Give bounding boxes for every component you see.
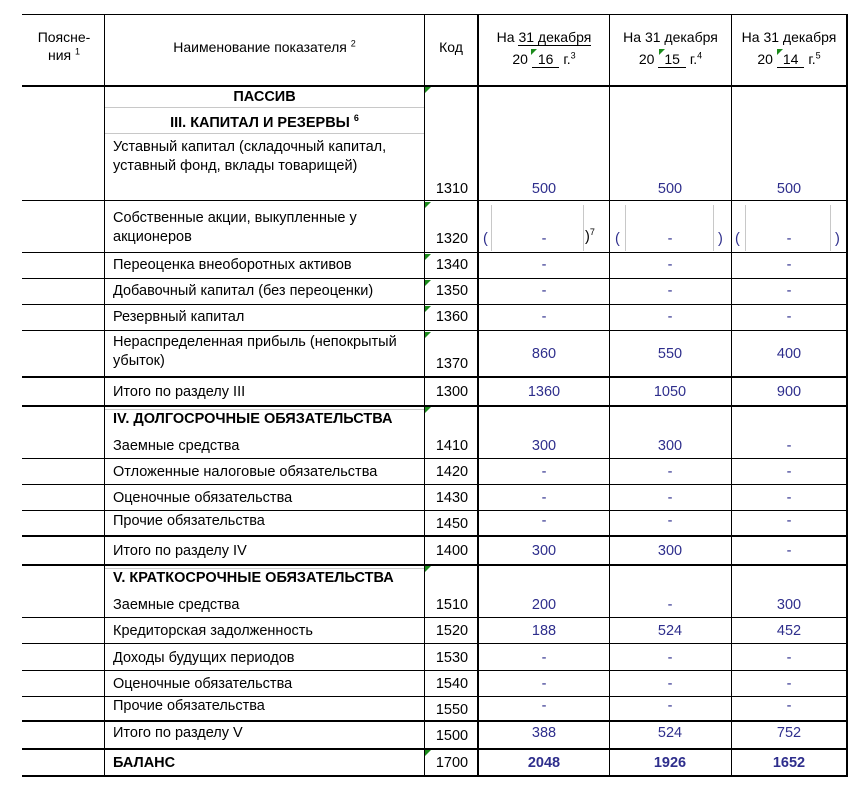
row-code: 1350 [435, 283, 469, 299]
row-value-2014: - [786, 513, 792, 529]
header-period-2016: На 31 декабря 20 16 г.$^3$ [496, 29, 592, 67]
grid-h [22, 484, 848, 485]
row-value-2016: 2048 [527, 755, 561, 771]
row-value-2014: 400 [776, 346, 802, 362]
row-value-2015: 300 [657, 438, 683, 454]
grid-h [22, 670, 848, 671]
row-value-2014: - [786, 231, 792, 247]
grid-h [22, 643, 848, 644]
cell-marker [425, 332, 431, 338]
row-value-2014: - [786, 543, 792, 559]
row-value-2015: - [667, 698, 673, 714]
row-name: Оценочные обязательства [113, 490, 293, 506]
paren-close: ) [835, 231, 840, 247]
row-value-2014: 300 [776, 597, 802, 613]
header-name: Наименование показателя $^2$ [173, 38, 356, 55]
grid-light-1 [105, 107, 424, 108]
row-value-2016: - [541, 257, 547, 273]
row-code: 1550 [435, 702, 469, 718]
row-name: Добавочный капитал (без переоценки) [113, 283, 374, 299]
row-value-2015: 524 [657, 623, 683, 639]
grid-h [22, 510, 848, 511]
row-code: 1300 [435, 384, 469, 400]
row-value-2015: 524 [657, 725, 683, 741]
grid-h [22, 200, 848, 201]
row-code: 1310 [435, 181, 469, 197]
row-value-2014: - [786, 309, 792, 325]
row-value-2014: - [786, 257, 792, 273]
row-name: Собственные акции, выкупленные у акционеров [113, 210, 357, 245]
row-code: 1500 [435, 728, 469, 744]
row-value-2015: 1050 [653, 384, 687, 400]
grid-header-bottom [22, 85, 848, 87]
row-value-2015: 550 [657, 346, 683, 362]
row-name: Отложенные налоговые обязательства [113, 464, 378, 480]
row-value-2016: - [541, 513, 547, 529]
row-value-2015: 300 [657, 543, 683, 559]
cell-marker [425, 566, 431, 572]
row-code: 1360 [435, 309, 469, 325]
row-value-2015: - [667, 513, 673, 529]
row-value-2014: 900 [776, 384, 802, 400]
grid-h [22, 330, 848, 331]
paren-close: )$^7$ [585, 227, 595, 245]
row-value-2016: - [541, 309, 547, 325]
row-value-2014: - [786, 283, 792, 299]
row-name: Уставный капитал (складочный капитал, уставный фонд, вклады товарищей) [113, 139, 387, 174]
row-name: Итого по разделу V [113, 725, 243, 741]
row-name: Резервный капитал [113, 309, 245, 325]
grid-h [22, 617, 848, 618]
row-name: Оценочные обязательства [113, 676, 293, 692]
row-value-2016: 388 [531, 725, 557, 741]
row-name: Заемные средства [113, 597, 240, 613]
row-code: 1540 [435, 676, 469, 692]
row-name: БАЛАНС [113, 755, 176, 771]
section-passiv-title: ПАССИВ [233, 89, 296, 105]
row-value-2016: 188 [531, 623, 557, 639]
row-value-2014: - [786, 438, 792, 454]
row-name: Прочие обязательства [113, 698, 265, 714]
row-value-2015: - [667, 283, 673, 299]
grid-h-total [22, 564, 848, 566]
row-code: 1510 [435, 597, 469, 613]
row-value-2014: 1652 [772, 755, 806, 771]
row-value-2015: - [667, 490, 673, 506]
grid-sub [583, 205, 584, 251]
row-value-2016: 300 [531, 438, 557, 454]
header-code: Код [439, 39, 463, 55]
row-value-2016: 300 [531, 543, 557, 559]
row-value-2014: - [786, 464, 792, 480]
grid-sub [830, 205, 831, 251]
paren-open: ( [483, 231, 488, 247]
row-value-2014: - [786, 650, 792, 666]
row-value-2015: - [667, 650, 673, 666]
row-name: Кредиторская задолженность [113, 623, 313, 639]
header-period-2015: На 31 декабря 20 15 г.$^4$ [623, 29, 718, 67]
cell-marker [425, 202, 431, 208]
row-value-2015: - [667, 464, 673, 480]
grid-h [22, 252, 848, 253]
row-name: Итого по разделу III [113, 384, 246, 400]
grid-top [22, 14, 848, 15]
grid-h [22, 458, 848, 459]
row-value-2014: - [786, 698, 792, 714]
row-value-2015: - [667, 231, 673, 247]
header-period-2014: На 31 декабря 20 14 г.$^5$ [741, 29, 837, 67]
row-code: 1420 [435, 464, 469, 480]
header-notes: Поясне- ния $^1$ [37, 29, 91, 63]
grid-bottom [22, 775, 848, 777]
row-value-2014: - [786, 676, 792, 692]
section-3-title: III. КАПИТАЛ И РЕЗЕРВЫ $^6$ [170, 113, 359, 131]
row-value-2016: 860 [531, 346, 557, 362]
cell-marker [425, 407, 431, 413]
row-value-2016: - [541, 698, 547, 714]
row-value-2015: - [667, 309, 673, 325]
section-5-title: V. КРАТКОСРОЧНЫЕ ОБЯЗАТЕЛЬСТВА [113, 570, 394, 586]
paren-open: ( [615, 231, 620, 247]
row-value-2015: - [667, 257, 673, 273]
row-value-2016: - [541, 283, 547, 299]
row-code: 1410 [435, 438, 469, 454]
grid-h [22, 304, 848, 305]
row-code: 1320 [435, 231, 469, 247]
paren-close: ) [718, 231, 723, 247]
row-name: Доходы будущих периодов [113, 650, 295, 666]
paren-open: ( [735, 231, 740, 247]
row-value-2014: 752 [776, 725, 802, 741]
row-name: Переоценка внеоборотных активов [113, 257, 352, 273]
row-name: Нераспределенная прибыль (непокрытый убыток) [113, 334, 397, 369]
row-value-2015: 500 [657, 181, 683, 197]
row-name: Заемные средства [113, 438, 240, 454]
row-value-2014: 452 [776, 623, 802, 639]
row-value-2014: 500 [776, 181, 802, 197]
row-value-2015: 1926 [653, 755, 687, 771]
row-code: 1370 [435, 356, 469, 372]
row-value-2016: - [541, 231, 547, 247]
row-name: Итого по разделу IV [113, 543, 247, 559]
grid-light-2 [105, 133, 424, 134]
row-name: Прочие обязательства [113, 513, 265, 529]
grid-sub [625, 205, 626, 251]
row-value-2016: - [541, 490, 547, 506]
row-value-2015: - [667, 597, 673, 613]
row-value-2016: - [541, 464, 547, 480]
row-code: 1450 [435, 516, 469, 532]
row-code: 1520 [435, 623, 469, 639]
cell-marker [425, 87, 431, 93]
row-code: 1430 [435, 490, 469, 506]
row-value-2016: 200 [531, 597, 557, 613]
row-code: 1340 [435, 257, 469, 273]
grid-sub [491, 205, 492, 251]
grid-v-name [424, 14, 425, 776]
grid-h-total [22, 405, 848, 407]
grid-h-total [22, 748, 848, 750]
row-code: 1530 [435, 650, 469, 666]
row-code: 1400 [435, 543, 469, 559]
row-value-2016: - [541, 650, 547, 666]
row-value-2014: - [786, 490, 792, 506]
grid-h [22, 278, 848, 279]
grid-h-total [22, 376, 848, 378]
section-4-title: IV. ДОЛГОСРОЧНЫЕ ОБЯЗАТЕЛЬСТВА [113, 411, 393, 427]
row-value-2016: 500 [531, 181, 557, 197]
grid-h-total [22, 535, 848, 537]
grid-sub [745, 205, 746, 251]
row-value-2015: - [667, 676, 673, 692]
grid-h-total [22, 720, 848, 722]
row-value-2016: 1360 [527, 384, 561, 400]
grid-v-right [846, 14, 848, 776]
grid-sub [713, 205, 714, 251]
row-code: 1700 [435, 755, 469, 771]
row-value-2016: - [541, 676, 547, 692]
